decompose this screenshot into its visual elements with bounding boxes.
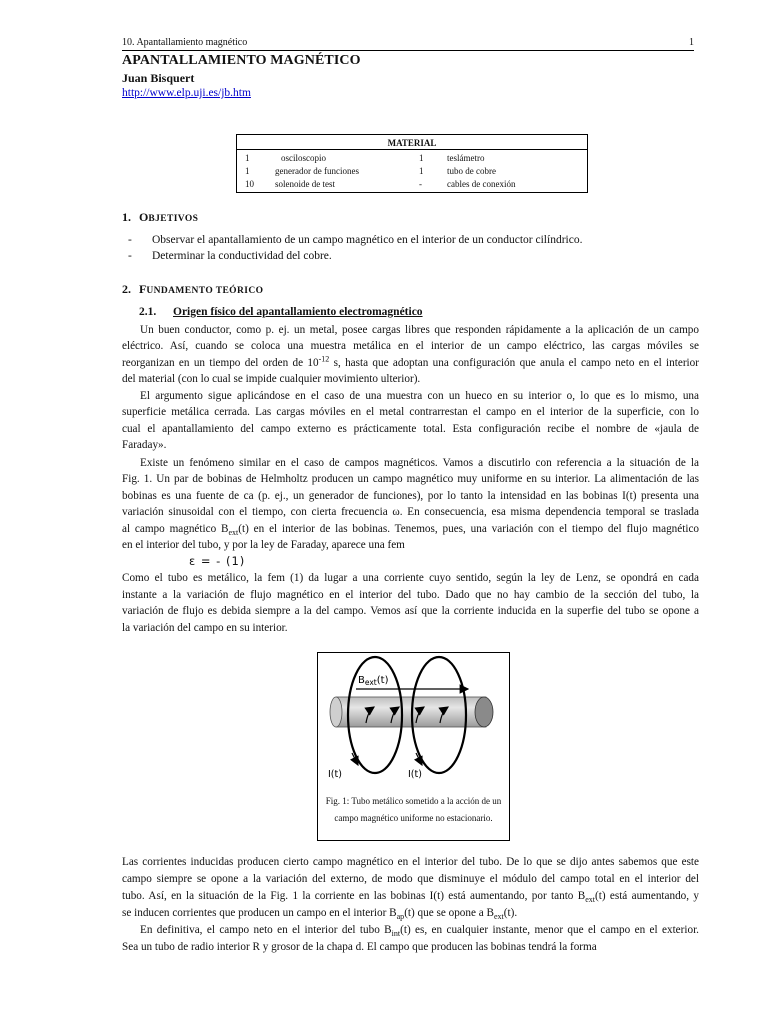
material-item: cables de conexión [447,179,516,189]
text-line: la variación del campo en su interior. [122,622,288,634]
field-label: $B_{ext}(t)$ [358,675,389,687]
text-line: bobinas es una fuente de ca (p. ej., un generador de funciones), por lo tanto la intensidad en las bobinas I(t) presenta una [122,490,699,502]
material-table-heading: MATERIAL [237,135,587,150]
text-line: Existe un fenómeno similar en el caso de campos magnéticos. Vamos a discutirlo con referencia a la situación de la [140,457,699,469]
text-line: variación de flujo es debida siempre a la del campo. Vemos así que la corriente inducida en la superfie del tubo se opone a [122,605,699,617]
document-title: APANTALLAMIENTO MAGNÉTICO [122,53,361,68]
text-line: campo siempre se opone a la variación del externo, de modo que disminuye el módulo del campo total en el interior del [122,873,699,885]
helmholtz-coils-diagram [318,653,509,793]
running-header [122,36,694,51]
figure-1 [317,652,510,841]
section-number: 2. [122,282,131,296]
material-qty: 1 [419,166,424,176]
material-qty: - [419,179,422,189]
text-line: reorganizan en un tiempo del orden de $10^{-12}$ s, hasta que adoptan una configuración que anula el campo neto en el interior [122,354,699,369]
text-line: instante a la variación de flujo magnético en el interior del tubo. Dado que no hay cambio de la sección del tubo, la [122,589,699,601]
tube-end-left [330,697,342,727]
section-title-rest: BJETIVOS [148,214,199,224]
running-header-title: 10. Apantallamiento magnético [122,37,248,48]
text-line: cual el apantallamiento del campo externo es prácticamente total. Esta configuración recibe el nombre de «jaula de [122,423,699,435]
page-number: 1 [689,37,694,48]
section-heading-objetivos [122,210,198,225]
text-line: variación sinusoidal con el tiempo, con cierta frecuencia ω. En consecuencia, esa misma dependencia temporal se traslada [122,506,699,518]
objective-text: Observar el apantallamiento de un campo magnético en el interior de un conductor cilíndrico. [152,234,583,246]
section-heading-fundamento [122,282,263,297]
subsection-number: 2.1. [139,306,157,318]
section-title-rest: UNDAMENTO TEÓRICO [146,286,264,296]
subsection-title: Origen físico del apantallamiento electromagnético [173,306,423,318]
text-line: superficie metálica cerrada. Las cargas móviles en el metal contrarrestan el campo en el interior de la superficie, con lo [122,406,699,418]
section-initial: F [139,282,147,296]
material-qty: 1 [245,153,250,163]
text-line: Fig. 1. Un par de bobinas de Helmholtz producen un campo magnético muy uniforme en su interior. La alimentación de las [122,473,699,485]
current-label-right: I(t) [408,769,422,780]
text-line: Un buen conductor, como p. ej. un metal, posee cargas libres que responden rápidamente a la aplicación de un campo [140,324,699,336]
material-row [237,151,587,164]
material-item: solenoide de test [275,179,335,189]
section-number: 1. [122,210,131,224]
text-line: El argumento sigue aplicándose en el caso de una muestra con un hueco en su interior o, lo que es lo mismo, una [140,390,699,402]
material-item: generador de funciones [275,166,359,176]
author-url-link[interactable]: http://www.elp.uji.es/jb.htm [122,87,251,99]
text-line: Las corrientes inducidas producen cierto campo magnético en el interior del tubo. De lo que se dijo antes sabemos que este [122,856,699,868]
section-initial: O [139,210,149,224]
text-line: tubo. Así, en la situación de la Fig. 1 la corriente en las bobinas I(t) está aumentando, por tanto $B_{ext}(t)$ está aumentando, y [122,890,699,905]
text-line: en el interior del tubo, y por la ley de Faraday, aparece una fem [122,539,405,551]
text-line: Como el tubo es metálico, la fem (1) da lugar a una corriente cuyo sentido, según la ley de Lenz, se opondrá en cada [122,572,699,584]
document-page: 10. Apantallamiento magnético 1 APANTALLAMIENTO MAGNÉTICO Juan Bisquert http://www.elp.uji.es/jb.htm MATERIAL 1 osciloscopio 1 teslámetro 1 generador de funciones 1 tubo de cobre 10 solenoide de test - cables de conexión 1. OBJETIVOS - Observar el apantallamiento de un campo magnético en el interior de un conductor cilíndrico. - Determinar la conductividad del cobre. 2. FUNDAMENTO TEÓRICO 2.1. Origen físico del apantallamiento electromagnético Un buen conductor, como p. ej. un metal, posee cargas libres que responden rápidamente a la aplicación de un campo eléctrico. Así, cuando se coloca una muestra metálica en el interior de un campo eléctrico, las cargas móviles se reorganizan en un tiempo del orden de $10^{-12}$ s, hasta que adoptan una configuración que anula el campo neto en el interior del material (con lo cual se impide cualquier movimiento ulterior). El argumento sigue aplicándose en el caso de una muestra con un hueco en su interior o, lo que es lo mismo, una superficie metálica cerrada. Las cargas móviles en el metal contrarrestan el campo en el interior de la superficie, con lo cual el apantallamiento del campo externo es prácticamente total. Esta configuración recibe el nombre de «jaula de Faraday». Existe un fenómeno similar en el caso de campos magnéticos. Vamos a discutirlo con referencia a la situación de la Fig. 1. Un par de bobinas de Helmholtz producen un campo magnético muy uniforme en su interior. La alimentación de las bobinas es una fuente de ca (p. ej., un generador de funciones), por lo tanto la intensidad en las bobinas I(t) presenta una variación sinusoidal con el tiempo, con cierta frecuencia ω. En consecuencia, esa misma dependencia temporal se traslada al campo magnético $B_{ext}(t)$ en el interior de las bobinas. Tenemos, pues, una variación con el tiempo del flujo magnético en el interior del tubo, y por la ley de Faraday, aparece una fem ε = - (1) Como el tubo es metálico, la fem (1) da lugar a una corriente cuyo sentido, según la ley de Lenz, se opondrá en cada instante a la variación de flujo magnético en el interior del tubo. Dado que no hay cambio de la sección del tubo, la variación de flujo es debida siempre a la del campo. Vemos así que la corriente inducida en la superfie del tubo se opone a la variación del campo en su interior. $B_{ext}(t)$ I(t) I(t) Fig. 1: Tubo metálico sometido a la acción de un campo magnético uniforme no estacionario. Las corrientes inducidas producen cierto campo magnético en el interior del tubo. De lo que se dijo antes sabemos que este campo siempre se opone a la variación del externo, de modo que disminuye el módulo del campo total en el interior del tubo. Así, en la situación de la Fig. 1 la corriente en las bobinas I(t) está aumentando, por tanto $B_{ext}(t)$ está aumentando, y se inducen corrientes que producen un campo en el interior $B_{ap}(t)$ que se opone a $B_{ext}(t)$. En definitiva, el campo neto en el interior del tubo $B_{int}(t)$ es, en cualquier instante, menor que el campo en el exterior. Sea un tubo de radio interior R y grosor de la chapa d. El campo que producen las bobinas tendrá la forma [122,37,700,953]
text-line: Sea un tubo de radio interior R y grosor de la chapa d. El campo que producen las bobinas tendrá la forma [122,941,597,953]
text-line: Faraday». [122,439,167,451]
tube-end-right [475,697,493,727]
material-row [237,164,587,177]
equation-fem: ε = - (1) [189,554,246,568]
author-name: Juan Bisquert [122,71,195,85]
current-label-left: I(t) [328,769,342,780]
material-item: teslámetro [447,153,485,163]
text-line: se inducen corrientes que producen un campo en el interior $B_{ap}(t)$ que se opone a $B_{ext}(t)$. [122,907,518,922]
subsection-heading [139,306,423,318]
figure-caption: Fig. 1: Tubo metálico sometido a la acción de un campo magnético uniforme no estacionario. [325,796,502,823]
material-table [236,134,588,193]
material-qty: 1 [419,153,424,163]
text-line: eléctrico. Así, cuando se coloca una muestra metálica en el interior de un campo eléctrico, las cargas móviles se [122,340,699,352]
text-line: del material (con lo cual se impide cualquier movimiento ulterior). [122,373,421,385]
material-item: osciloscopio [281,153,326,163]
text-line: al campo magnético $B_{ext}(t)$ en el interior de las bobinas. Tenemos, pues, una variación con el tiempo del flujo magnético [122,523,700,538]
material-qty: 1 [245,166,250,176]
text-line: En definitiva, el campo neto en el interior del tubo $B_{int}(t)$ es, en cualquier instante, menor que el campo en el exterior. [140,924,699,939]
objective-text: Determinar la conductividad del cobre. [152,250,332,262]
material-row [237,177,587,190]
material-qty: 10 [245,179,254,189]
material-item: tubo de cobre [447,166,496,176]
